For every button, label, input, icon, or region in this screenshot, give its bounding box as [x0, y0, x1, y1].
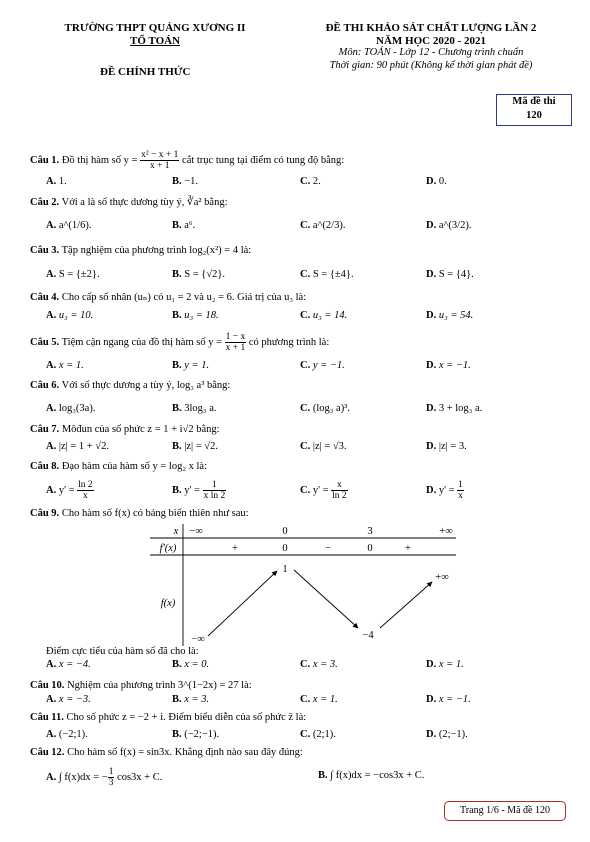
q12-option-a[interactable]: A. ∫ f(x)dx = − $\frac{1}{3}$ cos3x + C. [46, 767, 163, 788]
row-x-label: x [173, 526, 179, 537]
sign-minus: − [325, 543, 331, 554]
f-max: 1 [282, 564, 288, 575]
school-name: TRƯỜNG THPT QUẢNG XƯƠNG II [64, 22, 246, 34]
q1-option-c[interactable]: C. 2. [300, 176, 321, 187]
fraction: $\frac{1 - x}{x + 1}$ [225, 332, 246, 353]
x-three: 3 [367, 526, 373, 537]
fraction: $\frac{\text{x² − x + 1}}{x + 1}$ [141, 150, 179, 171]
q10-option-c[interactable]: C. x = 1. [300, 694, 338, 705]
school-year: NĂM HỌC 2020 - 2021 [376, 34, 486, 47]
sign-zero-2: 0 [367, 543, 373, 554]
q6-option-a[interactable]: A. log₃(3a). [46, 403, 96, 414]
f-end: +∞ [435, 572, 449, 583]
f-min: −4 [362, 630, 374, 641]
question-3: Câu 3. Tập nghiệm của phương trình log₂(x²) = 4 là: [30, 245, 252, 256]
q3-option-a[interactable]: A. S = {±2}. [46, 269, 100, 280]
question-9: Câu 9. Cho hàm số f(x) có bảng biến thiên như sau: [30, 508, 249, 519]
school-header [40, 22, 270, 48]
question-4: Câu 4. Cho cấp số nhân (uₙ) có u₁ = 2 và u₂ = 6. Giá trị của u₃ là: [30, 292, 307, 303]
q2-option-d[interactable]: D. a^(3/2). [426, 220, 472, 231]
q5-option-c[interactable]: C. y = −1. [300, 360, 345, 371]
q8-option-b[interactable]: B. y' = $\frac{1}{\text{x ln 2}}$ [172, 480, 226, 501]
x-pos-inf: +∞ [439, 526, 453, 537]
x-zero: 0 [282, 526, 288, 537]
q5-option-b[interactable]: B. y = 1. [172, 360, 210, 371]
question-12: Câu 12. Cho hàm số f(x) = sin3x. Khẳng định nào sau đây đúng: [30, 747, 303, 758]
q11-option-b[interactable]: B. (−2;−1). [172, 729, 220, 740]
question-11: Câu 11. Cho số phức z = −2 + i. Điểm biểu diễn của số phức z̄ là: [30, 712, 307, 723]
q9-option-a[interactable]: A. x = −4. [46, 659, 91, 670]
q11-option-d[interactable]: D. (2;−1). [426, 729, 468, 740]
subject: Môn: TOÁN - Lớp 12 - Chương trình chuẩn [338, 47, 524, 58]
q1-option-d[interactable]: D. 0. [426, 176, 447, 187]
q2-option-b[interactable]: B. a⁶. [172, 220, 196, 231]
q5-option-d[interactable]: D. x = −1. [426, 360, 471, 371]
sign-plus-1: + [232, 543, 238, 554]
variation-table [150, 524, 460, 648]
q7-option-a[interactable]: A. |z| = 1 + √2. [46, 441, 109, 452]
q7-option-c[interactable]: C. |z| = √3. [300, 441, 347, 452]
question-1: Câu 1. Đồ thị hàm số y = $\frac{\text{x² − x + 1}}{x + 1}$ cắt trục tung tại điểm có tung độ bằng: [30, 150, 345, 171]
exam-code-box [496, 94, 572, 126]
q8-option-d[interactable]: D. y' = $\frac{1}{x}$ [426, 480, 463, 501]
q6-option-d[interactable]: D. 3 + log₃ a. [426, 403, 483, 414]
question-9-followup: Điểm cực tiểu của hàm số đã cho là: [46, 646, 199, 657]
question-8: Câu 8. Đạo hàm của hàm số y = log₂ x là: [30, 461, 207, 472]
q10-option-a[interactable]: A. x = −3. [46, 694, 91, 705]
q12-option-b[interactable]: B. ∫ f(x)dx = −cos3x + C. [318, 770, 425, 781]
q4-option-b[interactable]: B. u₃ = 18. [172, 310, 219, 321]
page-footer: Trang 1/6 - Mã đề 120 [444, 801, 566, 821]
q4-option-d[interactable]: D. u₃ = 54. [426, 310, 474, 321]
q11-option-c[interactable]: C. (2;1). [300, 729, 336, 740]
x-neg-inf: −∞ [189, 526, 203, 537]
q7-option-b[interactable]: B. |z| = √2. [172, 441, 218, 452]
q4-option-c[interactable]: C. u₃ = 14. [300, 310, 348, 321]
exam-header [300, 22, 562, 72]
q5-option-a[interactable]: A. x = 1. [46, 360, 84, 371]
exam-title: ĐỀ THI KHẢO SÁT CHẤT LƯỢNG LẦN 2 [325, 22, 537, 34]
q2-option-a[interactable]: A. a^(1/6). [46, 220, 92, 231]
q3-option-b[interactable]: B. S = {√2}. [172, 269, 225, 280]
arrow-up-1 [208, 571, 277, 636]
q2-option-c[interactable]: C. a^(2/3). [300, 220, 346, 231]
q3-option-c[interactable]: C. S = {±4}. [300, 269, 354, 280]
q9-option-d[interactable]: D. x = 1. [426, 659, 464, 670]
q9-option-c[interactable]: C. x = 3. [300, 659, 338, 670]
q6-option-c[interactable]: C. (log₃ a)³. [300, 403, 350, 414]
q3-option-d[interactable]: D. S = {4}. [426, 269, 474, 280]
q10-option-b[interactable]: B. x = 3. [172, 694, 210, 705]
q1-option-b[interactable]: B. −1. [172, 176, 199, 187]
q8-option-a[interactable]: A. y' = $\frac{\ln 2}{x}$ [46, 480, 93, 501]
q7-option-d[interactable]: D. |z| = 3. [426, 441, 467, 452]
question-7: Câu 7. Môđun của số phức z = 1 + i√2 bằng: [30, 424, 220, 435]
arrow-up-2 [380, 582, 432, 628]
exam-time: Thời gian: 90 phút (Không kể thời gian phát đề) [329, 59, 533, 71]
question-6: Câu 6. Với số thực dương a tùy ý, log₃ a³ bằng: [30, 380, 231, 391]
q9-option-b[interactable]: B. x = 0. [172, 659, 210, 670]
sign-zero-1: 0 [282, 543, 288, 554]
q1-option-a[interactable]: A. 1. [46, 176, 67, 187]
q8-option-c[interactable]: C. y' = $\frac{x}{\ln 2}$ [300, 480, 347, 501]
sign-plus-2: + [405, 543, 411, 554]
row-fprime-label: f'(x) [159, 543, 177, 554]
q10-option-d[interactable]: D. x = −1. [426, 694, 471, 705]
official-label: ĐỀ CHÍNH THỨC [100, 66, 191, 78]
arrow-down [294, 570, 358, 628]
department: TỔ TOÁN [129, 35, 181, 47]
q6-option-b[interactable]: B. 3log₃ a. [172, 403, 217, 414]
question-5: Câu 5. Tiệm cận ngang của đồ thị hàm số y = $\frac{1 - x}{x + 1}$ có phương trình là: [30, 332, 330, 353]
exam-code-label: Mã đề thi [512, 96, 556, 107]
question-10: Câu 10. Nghiệm của phương trình 3^(1−2x) = 27 là: [30, 680, 252, 691]
f-start: −∞ [191, 634, 205, 645]
row-f-label: f(x) [160, 598, 176, 609]
question-2: Câu 2. Với a là số thực dương tùy ý, ∛a² bằng: [30, 197, 228, 208]
q11-option-a[interactable]: A. (−2;1). [46, 729, 88, 740]
exam-code-value: 120 [526, 110, 542, 121]
q4-option-a[interactable]: A. u₃ = 10. [46, 310, 94, 321]
